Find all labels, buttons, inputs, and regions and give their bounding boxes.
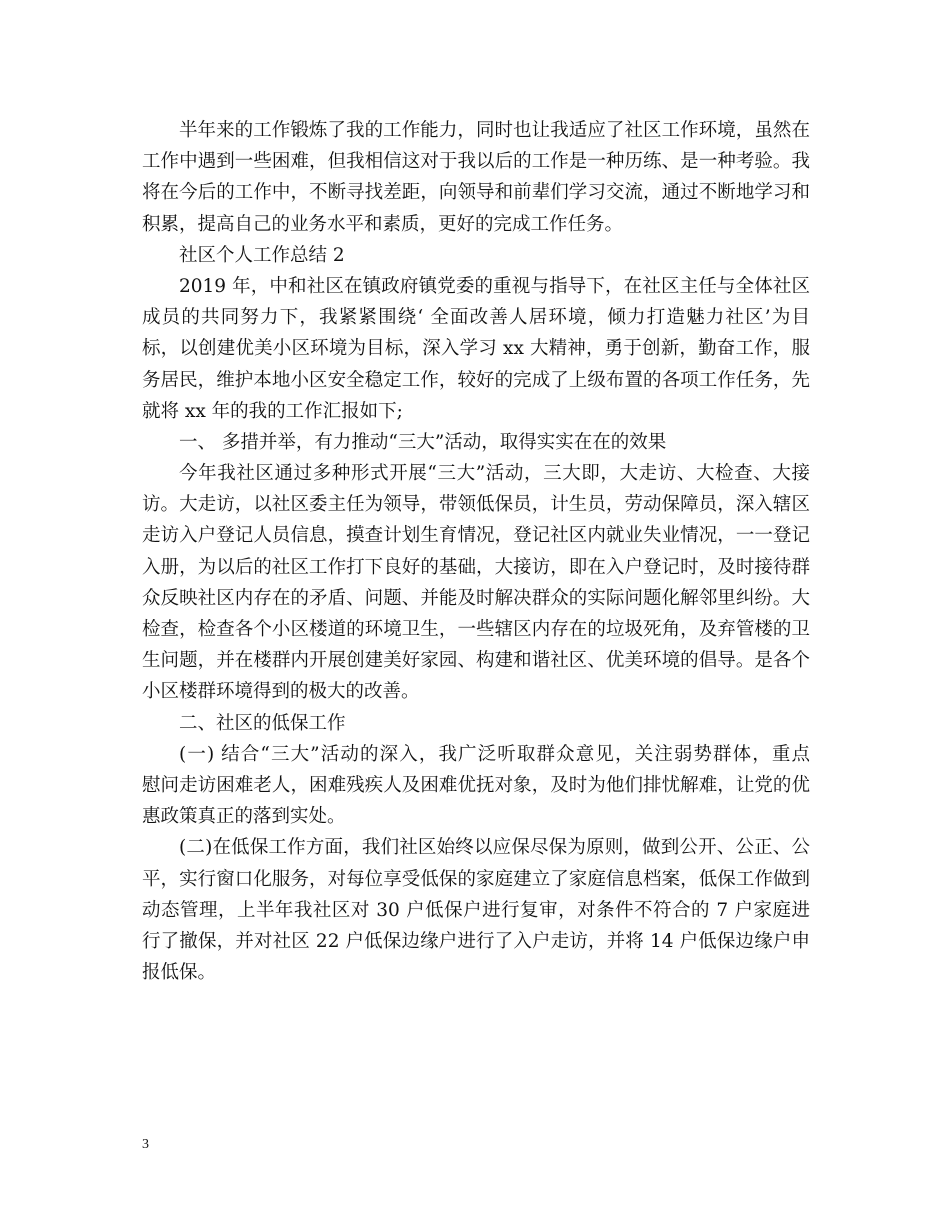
text-line: 走访入户登记人员信息，摸查计划生育情况，登记社区内就业失业情况，一一登记 <box>142 525 810 547</box>
text-line: 行了撤保，并对社区 22 户低保边缘户进行了入户走访，并将 14 户低保边缘户申 <box>142 930 810 952</box>
text-line: 小区楼群环境得到的极大的改善。 <box>142 681 420 703</box>
text-line: 访。大走访，以社区委主任为领导，带领低保员，计生员，劳动保障员，深入辖区 <box>142 494 810 516</box>
text-line: 众反映社区内存在的矛盾、问题、并能及时解决群众的实际问题化解邻里纠纷。大 <box>142 587 810 609</box>
text-line: 今年我社区通过多种形式开展“三大”活动，三大即，大走访、大检查、大接 <box>179 463 810 485</box>
text-line: 半年来的工作锻炼了我的工作能力，同时也让我适应了社区工作环境，虽然在 <box>179 120 810 141</box>
text-line: 务居民，维护本地小区安全稳定工作，较好的完成了上级布置的各项工作任务，先 <box>142 369 810 391</box>
text-line: 动态管理，上半年我社区对 30 户低保户进行复审，对条件不符合的 7 户家庭进 <box>142 899 810 921</box>
text-line: 平，实行窗口化服务，对每位享受低保的家庭建立了家庭信息档案，低保工作做到 <box>142 868 810 890</box>
text-line: 积累，提高自己的业务水平和素质，更好的完成工作任务。 <box>142 213 624 235</box>
text-line: (二)在低保工作方面，我们社区始终以应保尽保为原则，做到公开、公正、公 <box>179 837 810 859</box>
text-line: 社区个人工作总结 2 <box>179 244 345 266</box>
text-line: 就将 xx 年的我的工作汇报如下; <box>142 400 403 422</box>
text-line: 惠政策真正的落到实处。 <box>142 806 346 828</box>
text-line: 将在今后的工作中，不断寻找差距，向领导和前辈们学习交流，通过不断地学习和 <box>142 182 810 204</box>
text-line: 标，以创建优美小区环境为目标，深入学习 xx 大精神，勇于创新，勤奋工作，服 <box>142 338 810 360</box>
text-line: 工作中遇到一些困难，但我相信这对于我以后的工作是一种历练、是一种考验。我 <box>142 151 810 173</box>
text-line: 报低保。 <box>142 962 217 984</box>
text-line: 一、 多措并举，有力推动“三大”活动，取得实实在在的效果 <box>179 431 667 453</box>
page-number: 3 <box>142 1137 149 1152</box>
text-line: (一) 结合“三大”活动的深入，我广泛听取群众意见，关注弱势群体，重点 <box>179 743 810 765</box>
text-line: 检查，检查各个小区楼道的环境卫生，一些辖区内存在的垃圾死角，及弃管楼的卫 <box>142 619 810 640</box>
text-line: 入册，为以后的社区工作打下良好的基础，大接访，即在入户登记时，及时接待群 <box>142 556 810 578</box>
text-line: 二、社区的低保工作 <box>179 712 346 734</box>
text-line: 2019 年，中和社区在镇政府镇党委的重视与指导下，在社区主任与全体社区 <box>179 275 810 297</box>
text-line: 成员的共同努力下，我紧紧围绕‘ 全面改善人居环境，倾力打造魅力社区’为目 <box>142 307 810 329</box>
text-line: 慰问走访困难老人，困难残疾人及困难优抚对象，及时为他们排忧解难，让党的优 <box>142 774 810 796</box>
text-line: 生问题，并在楼群内开展创建美好家园、构建和谐社区、优美环境的倡导。是各个 <box>142 650 810 672</box>
document-body <box>142 115 810 988</box>
